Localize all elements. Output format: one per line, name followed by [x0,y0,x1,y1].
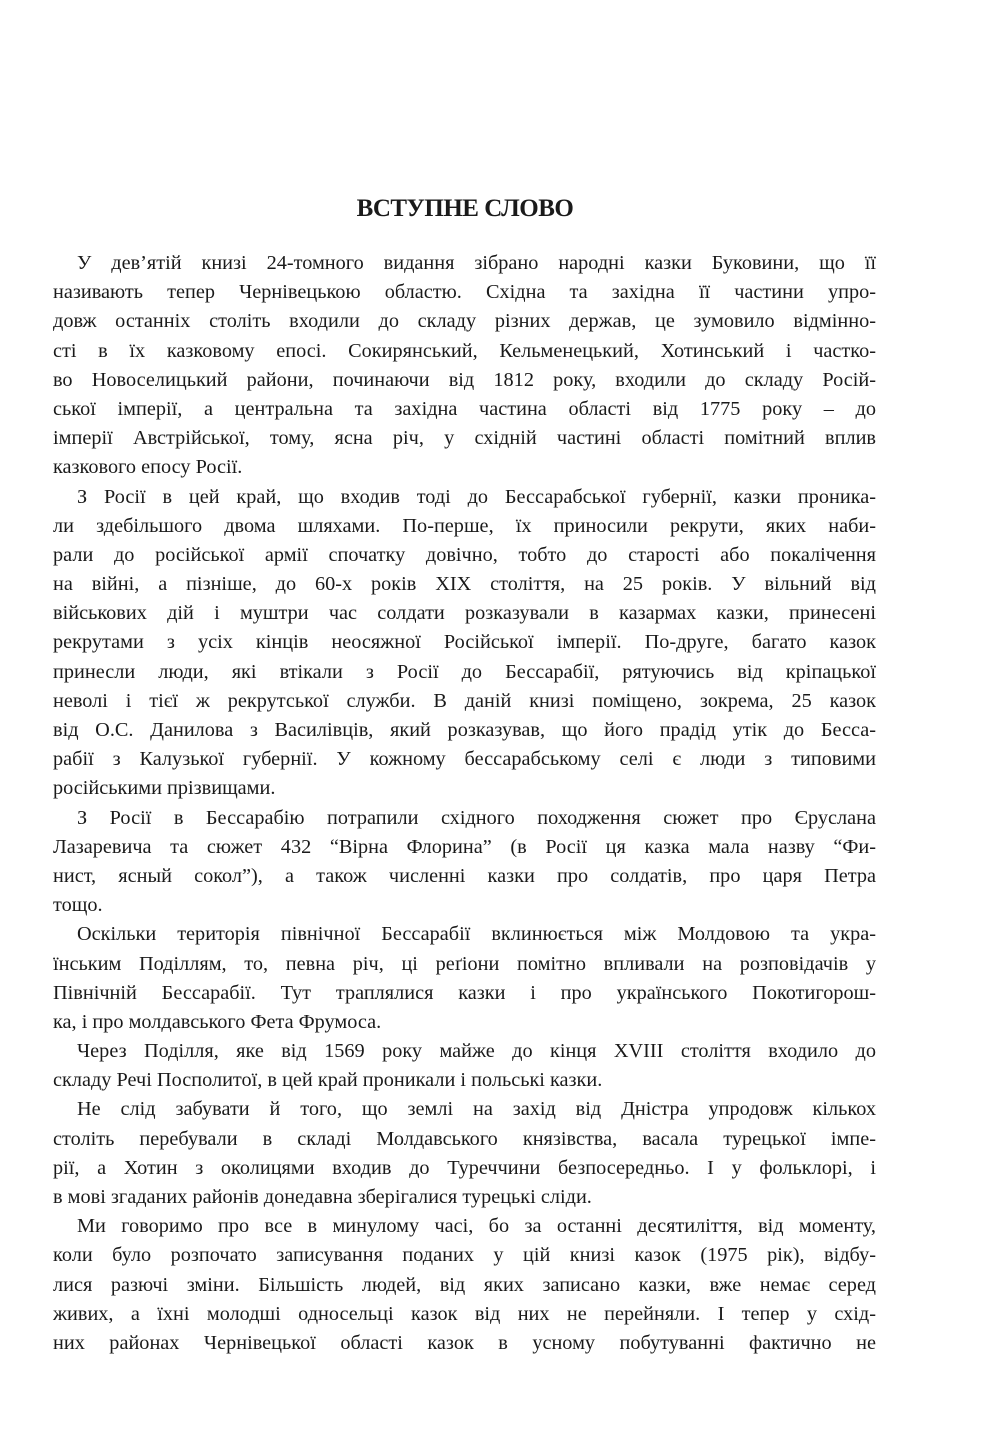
paragraph [53,1212,876,1358]
text-line: складу Речі Посполитої, в цей край проникали і польські казки. [53,1069,603,1092]
text-line: називають тепер Чернівецькою областю. Східна та західна її частини упро- [53,281,876,304]
paragraph [53,804,876,921]
paragraph [53,920,876,1037]
text-line: їнським Поділлям, то, певна річ, ці реґіони помітно впливали на розповідачів у [53,952,876,975]
text-line: З Росії в цей край, що входив тоді до Бессарабської губернії, казки проника- [77,485,876,508]
text-line: ка, і про молдавського Фета Фрумоса. [53,1010,382,1033]
document-body [53,249,876,1358]
text-line: Лазаревича та сюжет 432 “Вірна Флорина” (в Росії ця казка мала назву “Фи- [53,835,876,858]
text-line: довж останніх століть входили до складу різних держав, це зумовило відмінно- [53,310,876,333]
text-line: З Росії в Бессарабію потрапили східного походження сюжет про Єруслана [77,806,876,829]
text-line: рали до російської армії спочатку довічно, тобто до старості або покалічення [53,543,876,566]
text-line: тощо. [53,894,103,917]
text-line: У дев’ятій книзі 24-томного видання зібрано народні казки Буковини, що її [77,252,876,274]
text-line: коли було розпочато записування поданих у цій книзі казок (1975 рік), відбу- [53,1244,876,1267]
text-line: рабії з Калузької губернії. У кожному бессарабському селі є люди з типовими [53,748,876,771]
text-line: Не слід забувати й того, що землі на захід від Дністра упродовж кількох [77,1098,876,1121]
text-line: них районах Чернівецької області казок в усному побутуванні фактично не [53,1331,876,1354]
text-line: від О.С. Данилова з Василівців, який розказував, що його прадід утік до Бесса- [53,719,876,741]
text-line: Через Поділля, яке від 1569 року майже до кінця XVIII століття входило до [77,1040,876,1063]
text-line: імперії Австрійської, тому, ясна річ, у східній частині області помітний вплив [53,427,876,450]
text-line: рії, а Хотин з околицями входив до Туреччини безпосередньо. І у фольклорі, і [53,1156,876,1179]
paragraph [53,483,876,804]
text-line: ської імперії, а центральна та західна частина області від 1775 року – до [53,397,876,420]
text-line: в мові згаданих районів донедавна зберігалися турецькі сліди. [53,1186,592,1208]
text-line: століть перебували в складі Молдавського князівства, васала турецької імпе- [53,1127,876,1150]
text-line: во Новоселицький райони, починаючи від 1812 року, входили до складу Росій- [53,368,876,391]
text-line: сті в їх казковому епосі. Сокирянський, Кельменецький, Хотинський і частко- [53,339,876,362]
text-line: рекрутами з усіх кінців неосяжної Російської імперії. По-друге, багато казок [53,631,876,654]
text-line: Оскільки територія північної Бессарабії вклинюється між Молдовою та укра- [77,923,876,946]
paragraph [53,249,876,483]
text-line: військових дій і муштри час солдати розказували в казармах казки, принесені [53,602,876,625]
text-line: Ми говоримо про все в минулому часі, бо за останні десятиліття, від моменту, [77,1215,876,1238]
text-line: ли здебільшого двома шляхами. По-перше, їх приносили рекрути, яких наби- [53,514,876,537]
text-line: Північній Бессарабії. Тут траплялися казки і про українського Покотигорош- [53,981,876,1004]
page-title: ВСТУПНЕ СЛОВО [356,195,574,222]
paragraph [53,1095,876,1212]
text-line: на війні, а пізніше, до 60-х років XIX століття, на 25 років. У вільний від [53,573,876,596]
text-line: неволі і тієї ж рекрутської служби. В даній книзі поміщено, зокрема, 25 казок [53,689,876,712]
text-line: лися разючі зміни. Більшість людей, від яких записано казки, вже немає серед [53,1273,876,1296]
text-line: нист, ясный сокол”), а також численні казки про солдатів, про царя Петра [53,864,876,887]
text-line: російськими прізвищами. [53,777,276,800]
text-line: казкового епосу Росії. [53,456,243,479]
text-line: принесли люди, які втікали з Росії до Бессарабії, рятуючись від кріпацької [53,660,876,683]
text-line: живих, а їхні молодші односельці казок від них не перейняли. І тепер у схід- [53,1302,876,1325]
paragraph [53,1037,876,1095]
